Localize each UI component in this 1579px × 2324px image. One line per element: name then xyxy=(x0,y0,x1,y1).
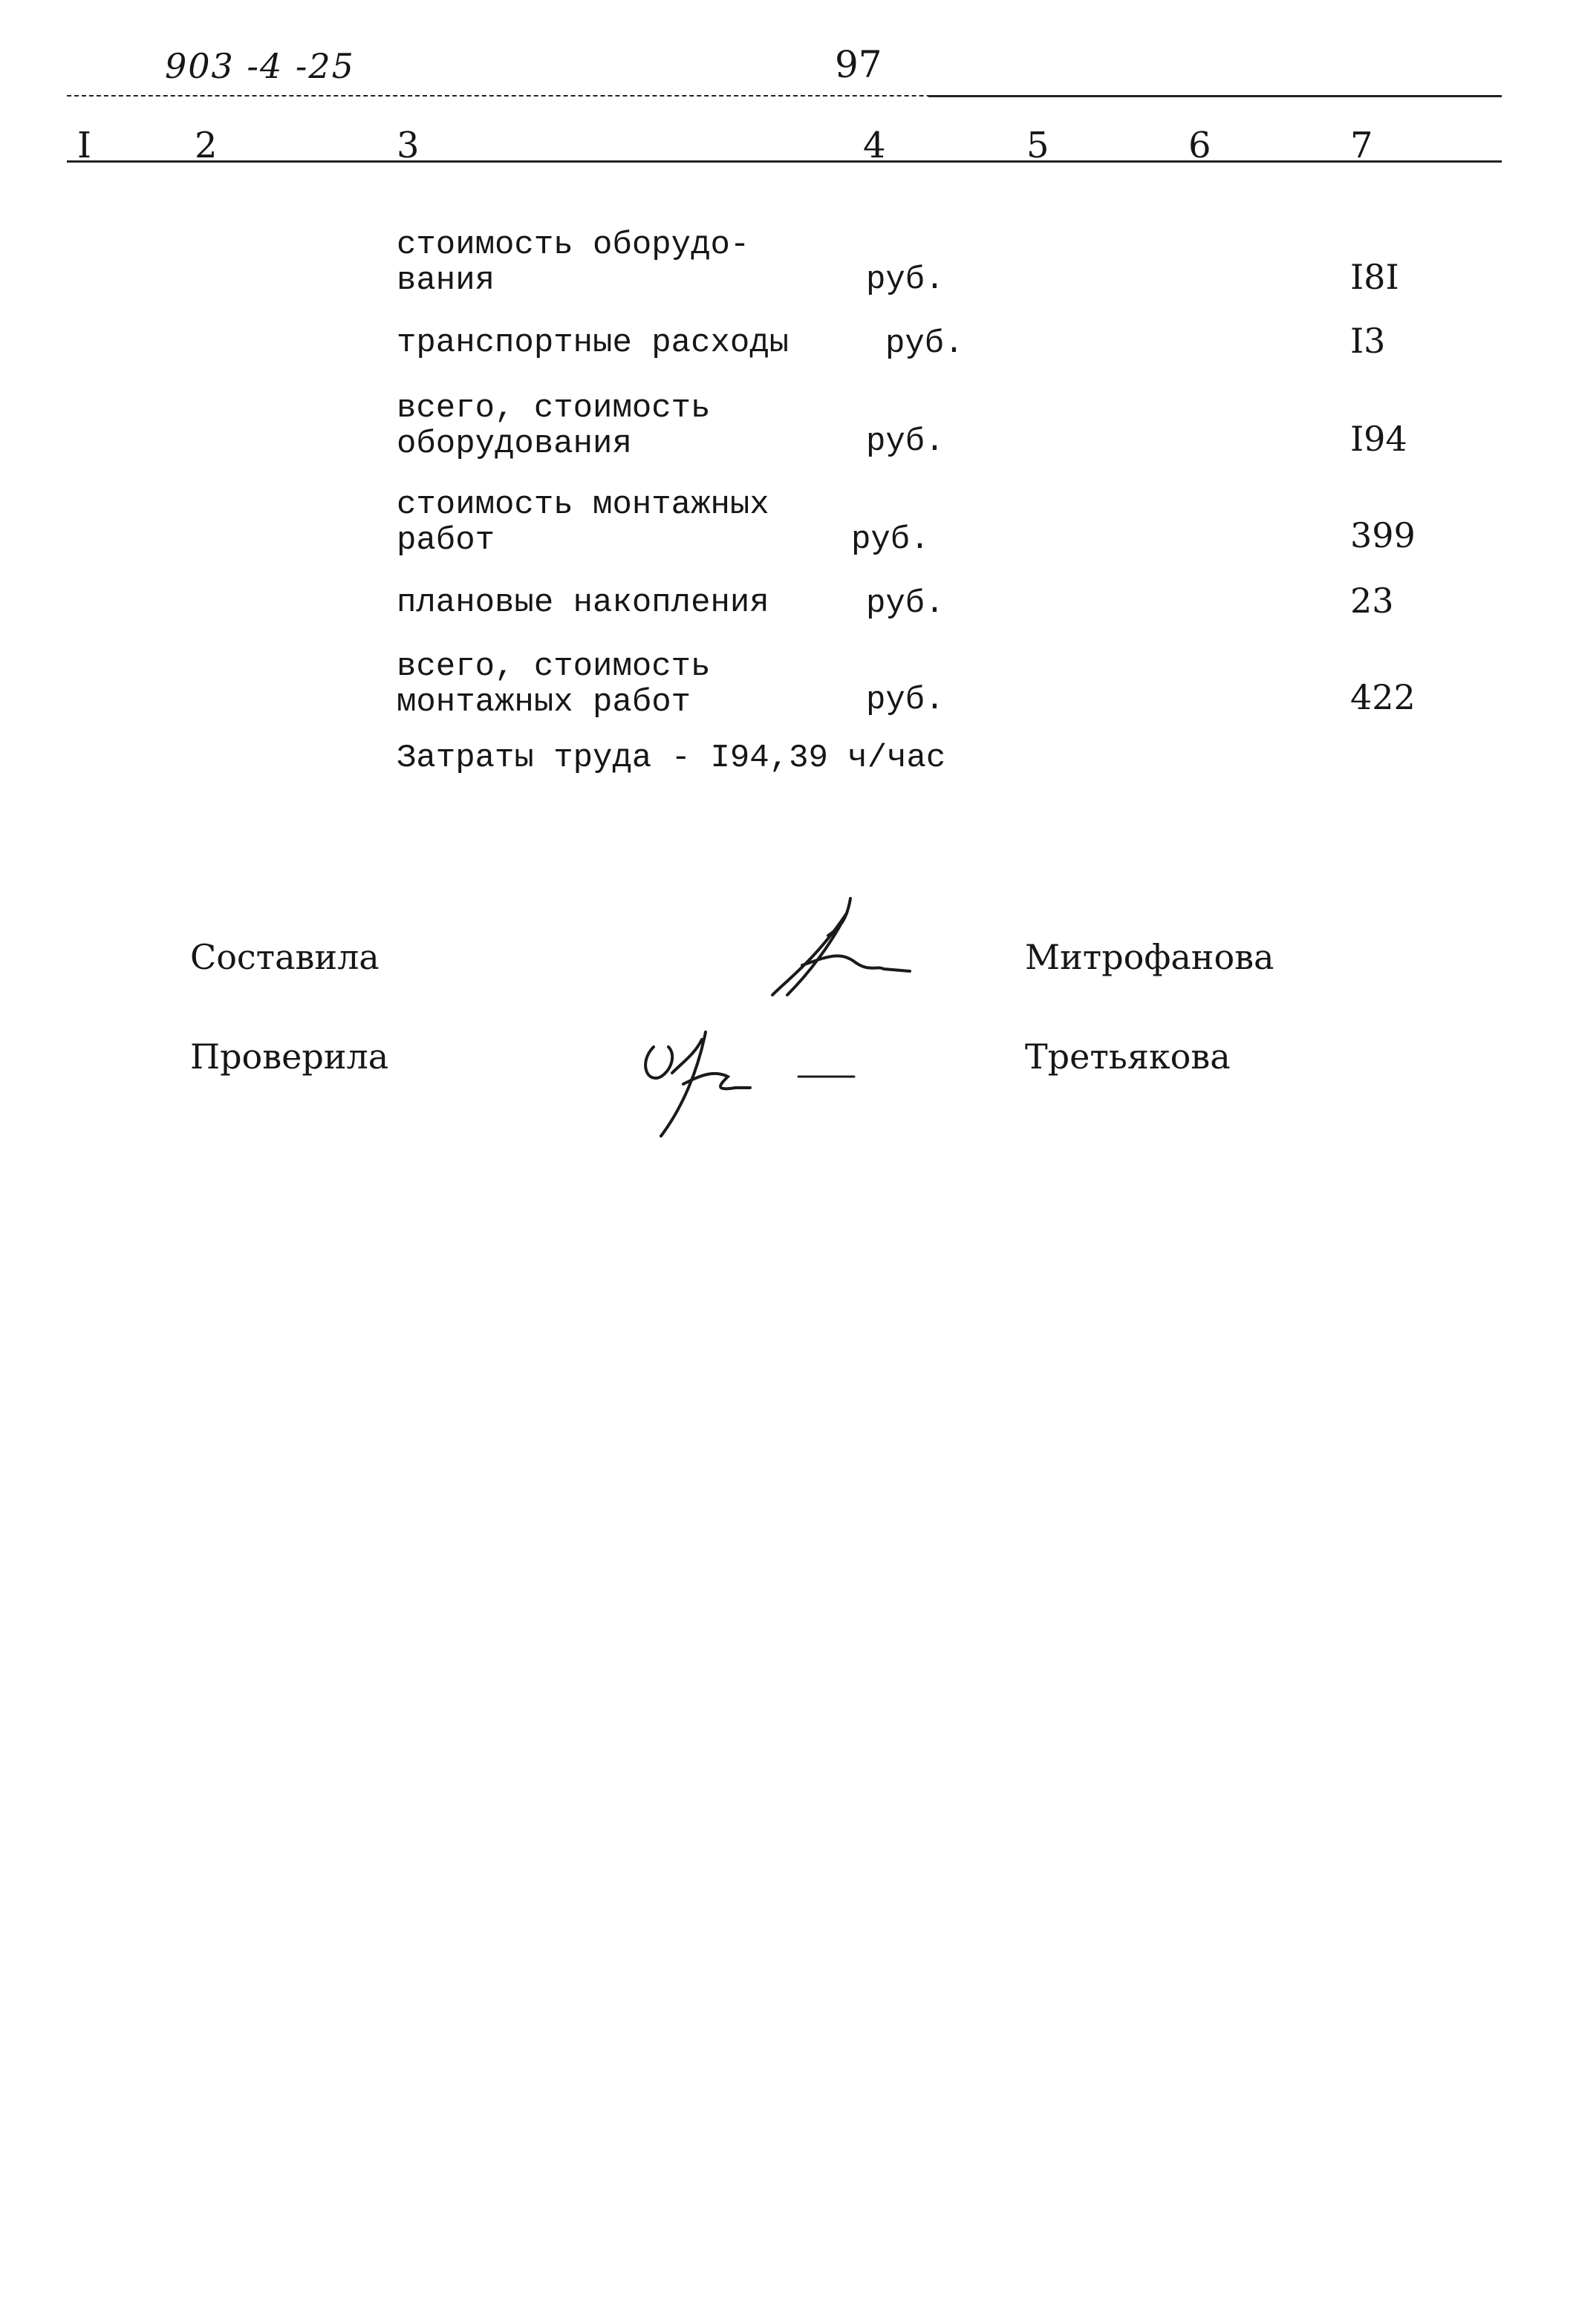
item-unit: руб. xyxy=(866,423,945,460)
item-label: всего, стоимость оборудования xyxy=(397,390,711,463)
item-value: 23 xyxy=(1350,581,1394,621)
item-unit: руб. xyxy=(885,325,964,362)
item-label: стоимость оборудо- вания xyxy=(397,226,750,299)
column-number-4: 4 xyxy=(863,125,886,166)
item-value: I8I xyxy=(1350,257,1399,297)
checker-signature xyxy=(631,1017,869,1143)
compiler-signature xyxy=(758,884,921,1010)
item-unit: руб. xyxy=(866,682,945,719)
checker-name: Третьякова xyxy=(1025,1037,1231,1077)
column-number-2: 2 xyxy=(195,125,218,166)
item-value: 399 xyxy=(1350,515,1416,555)
column-number-3: 3 xyxy=(397,125,420,166)
item-label: транспортные расходы xyxy=(397,324,790,362)
column-number-7: 7 xyxy=(1350,125,1373,166)
column-number-1: I xyxy=(77,125,91,166)
page-number: 97 xyxy=(835,43,882,86)
document-code: 903 -4 -25 xyxy=(165,46,355,86)
item-value: I3 xyxy=(1350,321,1386,361)
column-header-rule xyxy=(67,160,1502,163)
item-label: плановые накопления xyxy=(397,584,769,621)
compiled-by-label: Составила xyxy=(190,937,380,977)
column-number-6: 6 xyxy=(1188,125,1211,166)
item-label: всего, стоимость монтажных работ xyxy=(397,648,711,721)
item-label: стоимость монтажных работ xyxy=(397,486,769,559)
item-unit: руб. xyxy=(851,521,930,558)
column-number-5: 5 xyxy=(1026,125,1049,166)
item-unit: руб. xyxy=(866,261,945,298)
item-unit: руб. xyxy=(866,585,945,622)
compiler-name: Митрофанова xyxy=(1025,937,1274,977)
item-value: I94 xyxy=(1350,419,1407,459)
item-value: 422 xyxy=(1350,677,1416,717)
header-rule-solid xyxy=(928,95,1502,97)
checked-by-label: Проверила xyxy=(190,1037,389,1077)
labor-cost: Затраты труда - I94,39 ч/час xyxy=(397,740,946,777)
